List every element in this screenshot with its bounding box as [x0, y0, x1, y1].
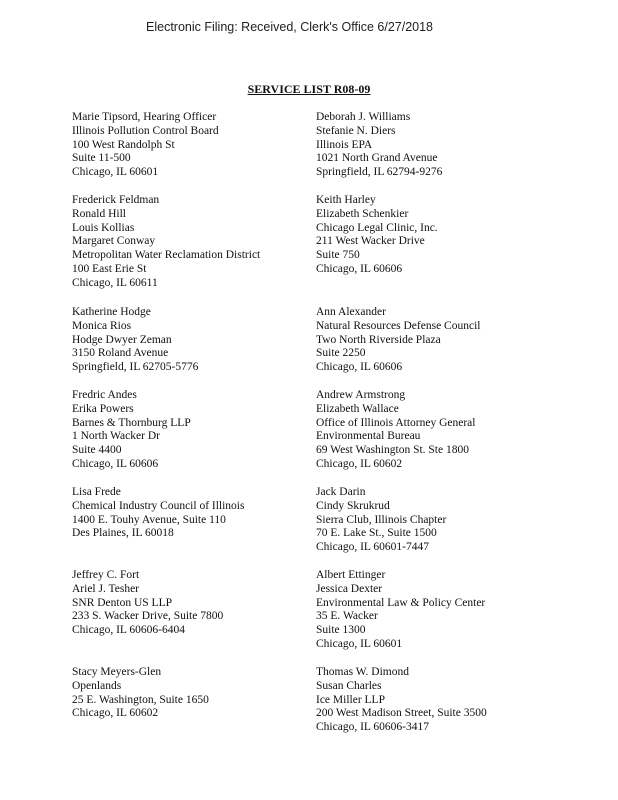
contact-line: Jack Darin [316, 486, 366, 498]
contact-line: Environmental Law & Policy Center [316, 596, 486, 609]
contact-line: Stefanie N. Diers [316, 124, 396, 137]
contact-block [72, 306, 198, 375]
contact-line: 70 E. Lake St., Suite 1500 [316, 527, 437, 540]
contact-line: Stacy Meyers-Glen [72, 666, 162, 678]
page-title: SERVICE LIST R08-09 [247, 82, 371, 96]
contact-line: Elizabeth Schenkier [316, 207, 409, 220]
contact-line: Chicago, IL 60606 [316, 361, 403, 374]
contact-line: Environmental Bureau [316, 430, 421, 443]
contact-line: Chicago, IL 60606 [72, 457, 159, 470]
contact-line: Louis Kollias [72, 221, 135, 234]
contact-line: Des Plaines, IL 60018 [72, 527, 174, 540]
contact-line: Fredric Andes [72, 389, 137, 401]
contact-line: 35 E. Wacker [316, 610, 378, 623]
contact-line: Barnes & Thornburg LLP [72, 416, 191, 429]
contact-line: Chicago, IL 60602 [316, 457, 403, 470]
contact-line: Chicago, IL 60601 [316, 637, 403, 650]
contact-line: Jeffrey C. Fort [72, 569, 140, 581]
contact-line: Natural Resources Defense Council [316, 319, 481, 332]
contact-block [72, 111, 219, 180]
contact-line: 233 S. Wacker Drive, Suite 7800 [72, 610, 224, 623]
contact-line: Chicago Legal Clinic, Inc. [316, 221, 438, 234]
contact-line: Chicago, IL 60601-7447 [316, 541, 429, 554]
contact-line: Lisa Frede [72, 486, 121, 498]
contact-line: Ronald Hill [72, 207, 126, 220]
contact-line: Chicago, IL 60606-3417 [316, 721, 429, 734]
contact-block [316, 569, 485, 652]
contact-line: Sierra Club, Illinois Chapter [316, 513, 447, 526]
contact-line: 69 West Washington St. Ste 1800 [316, 444, 469, 457]
contact-line: 200 West Madison Street, Suite 3500 [316, 707, 487, 720]
contact-line: 1 North Wacker Dr [72, 430, 160, 443]
contact-line: Katherine Hodge [72, 306, 151, 318]
contact-line: 100 East Erie St [72, 262, 147, 275]
contact-line: Thomas W. Dimond [316, 666, 409, 678]
contact-line: 3150 Roland Avenue [72, 347, 169, 360]
filing-stamp: Electronic Filing: Received, Clerk's Office 6/27/2018 [146, 20, 434, 34]
contact-block [316, 389, 475, 472]
contact-line: Chicago, IL 60611 [72, 276, 158, 289]
contact-block [316, 194, 438, 277]
contact-line: 1400 E. Touhy Avenue, Suite 110 [72, 513, 226, 526]
contact-line: Chicago, IL 60606 [316, 262, 403, 275]
contact-block [72, 569, 223, 638]
contact-line: Margaret Conway [72, 235, 156, 248]
contact-line: Deborah J. Williams [316, 111, 411, 123]
contact-line: 25 E. Washington, Suite 1650 [72, 693, 209, 706]
contact-line: Jessica Dexter [316, 582, 383, 595]
contact-line: Marie Tipsord, Hearing Officer [72, 111, 217, 123]
contact-line: 211 West Wacker Drive [316, 235, 425, 248]
contact-line: Keith Harley [316, 194, 376, 206]
contact-line: Suite 750 [316, 249, 360, 262]
contact-line: Susan Charles [316, 679, 382, 692]
contact-line: SNR Denton US LLP [72, 596, 172, 609]
contact-line: Chicago, IL 60601 [72, 166, 159, 179]
contact-block [72, 194, 260, 291]
contact-line: Suite 11-500 [72, 152, 131, 165]
contact-line: Illinois Pollution Control Board [72, 124, 219, 137]
contact-line: Hodge Dwyer Zeman [72, 333, 172, 346]
contact-line: Metropolitan Water Reclamation District [72, 249, 261, 262]
contact-line: Albert Ettinger [316, 569, 386, 581]
contact-line: Two North Riverside Plaza [316, 333, 441, 346]
contact-line: Frederick Feldman [72, 194, 160, 206]
contact-line: 100 West Randolph St [72, 138, 175, 151]
contact-block [72, 389, 191, 472]
contact-line: Suite 4400 [72, 444, 122, 457]
contact-line: Ann Alexander [316, 306, 386, 318]
contact-line: Cindy Skrukrud [316, 499, 390, 512]
contact-line: Springfield, IL 62794-9276 [316, 166, 443, 179]
contact-block [316, 111, 442, 180]
contact-line: Monica Rios [72, 319, 132, 332]
contact-line: Illinois EPA [316, 138, 373, 151]
contact-line: Ice Miller LLP [316, 693, 385, 706]
contact-block [316, 306, 480, 375]
contact-line: Ariel J. Tesher [72, 582, 140, 595]
contact-line: Chemical Industry Council of Illinois [72, 499, 245, 512]
contact-block [316, 666, 487, 735]
contact-line: Chicago, IL 60602 [72, 707, 159, 720]
contact-line: Office of Illinois Attorney General [316, 416, 476, 429]
contact-line: 1021 North Grand Avenue [316, 152, 438, 165]
contact-line: Chicago, IL 60606-6404 [72, 624, 185, 637]
contact-block [72, 486, 244, 541]
contact-line: Suite 1300 [316, 624, 366, 637]
contact-block [316, 486, 446, 555]
contact-block [72, 666, 209, 721]
contact-line: Openlands [72, 679, 122, 692]
contact-line: Erika Powers [72, 402, 134, 415]
contact-line: Elizabeth Wallace [316, 402, 399, 415]
contact-line: Springfield, IL 62705-5776 [72, 361, 199, 374]
contact-line: Andrew Armstrong [316, 389, 406, 401]
contact-line: Suite 2250 [316, 347, 366, 360]
